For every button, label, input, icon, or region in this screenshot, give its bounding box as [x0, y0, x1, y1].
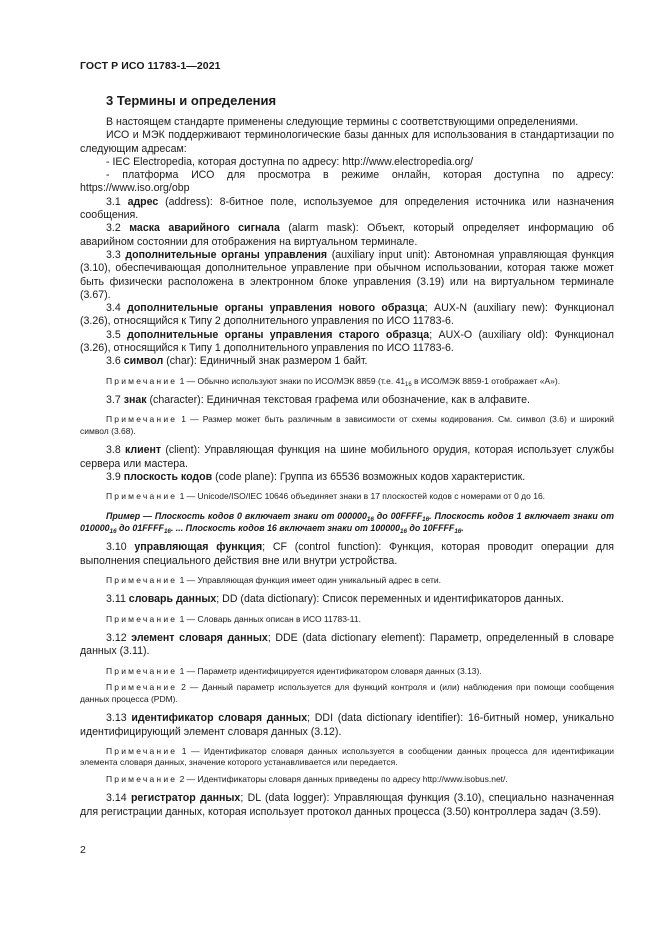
term-name: элемент словаря данных: [131, 632, 268, 645]
term-3-1: 3.1 адрес (address): 8-битное поле, используемое для определения источника или назначения сообщения.: [80, 195, 614, 222]
document-header: ГОСТ Р ИСО 11783-1—2021: [80, 60, 221, 72]
term-3-6: 3.6 символ (char): Единичный знак размером 1 байт.: [106, 355, 368, 368]
note-3-12-2: Примечание 2 — Данный параметр используется для функций контроля и (или) наблюдения при помощи сообщения данных процесса (PDM).: [80, 682, 614, 704]
term-name: управляющая функция: [134, 541, 263, 554]
term-3-4: 3.4 дополнительные органы управления нового образца; AUX-N (auxiliary new): Функционал (3.26), относящийся к Типу 2 дополнительного управления по ИСО 11783-6.: [80, 302, 614, 328]
note-label: Примечание: [106, 574, 178, 585]
intro-bullet: - платформа ИСО для просмотра в режиме онлайн, которая доступна по адресу: https://www.iso.org/obp: [80, 169, 614, 195]
term-name: идентификатор словаря данных: [131, 712, 308, 725]
term-3-13: 3.13 идентификатор словаря данных; DDI (data dictionary identifier): 16-битный номер, уникально идентифицирующий элемент словаря данных (3.12).: [80, 712, 614, 738]
note-3-13-2: Примечание 2 — Идентификаторы словаря данных приведены по адресу http://www.isobus.net/.: [106, 773, 508, 784]
term-3-10: 3.10 управляющая функция; CF (control function): Функция, которая проводит операции для выполнения специального действия вне или внутри устройства.: [80, 541, 614, 567]
term-name: адрес: [127, 195, 159, 208]
term-3-2: 3.2 маска аварийного сигнала (alarm mask): Объект, который определяет информацию об аварийном состоянии для отображения на виртуальном терминале.: [80, 222, 614, 248]
section-title: 3 Термины и определения: [106, 93, 277, 108]
note-label: Примечание: [106, 682, 178, 693]
term-name: символ: [123, 355, 164, 368]
note-3-9: Примечание 1 — Unicode/ISO/IEC 10646 объединяет знаки в 17 плоскостей кодов с номерами от 0 до 16.: [106, 491, 546, 502]
term-3-11: 3.11 словарь данных; DD (data dictionary): Список переменных и идентификаторов данных.: [106, 593, 564, 606]
note-3-12-1: Примечание 1 — Параметр идентифицируется идентификатором словаря данных (3.13).: [106, 665, 482, 676]
intro-paragraph: В настоящем стандарте применены следующие термины с соответствующими определениями.: [106, 116, 579, 128]
note-label: Примечание: [106, 375, 178, 386]
note-label: Примечание: [106, 745, 178, 756]
note-3-10: Примечание 1 — Управляющая функция имеет один уникальный адрес в сети.: [106, 574, 441, 585]
term-name: знак: [123, 394, 147, 407]
term-name: регистратор данных: [130, 792, 241, 805]
term-3-12: 3.12 элемент словаря данных; DDE (data dictionary element): Параметр, определенный в словаре данных (3.11).: [80, 632, 614, 658]
note-3-13-1: Примечание 1 — Идентификатор словаря данных используется в сообщении данных процесса для идентификации элемента словаря данных, значение которого устанавливается или передается.: [80, 745, 614, 768]
term-3-3: 3.3 дополнительные органы управления (auxiliary input unit): Автономная управляющая функция (3.10), обеспечивающая дополнительное управление при обычном использовании, которая также может быть физически расположена в электронном блоке управления (3.19) или на виртуальном терминале (3.67).: [80, 248, 615, 301]
term-name: дополнительные органы управления старого образца: [127, 328, 430, 341]
term-name: плоскость кодов: [123, 471, 213, 484]
intro-paragraph: ИСО и МЭК поддерживают терминологические базы данных для использования в стандартизации по следующим адресам:: [80, 129, 614, 155]
term-3-9: 3.9 плоскость кодов (code plane): Группа из 65536 возможных кодов характеристик.: [106, 471, 526, 484]
term-name: словарь данных: [128, 593, 217, 606]
note-label: Примечание: [106, 414, 178, 425]
note-3-6: Примечание 1 — Обычно используют знаки по ИСО/МЭК 8859 (т.е. $41_{16}$ в ИСО/МЭК 8859-1 отображает «А»).: [106, 375, 561, 388]
term-3-14: 3.14 регистратор данных; DL (data logger): Управляющая функция (3.10), специально назначенная для регистрации данных, которая использует протокол данных процесса (3.50) контроллера задач (3.59).: [80, 792, 614, 818]
term-name: маска аварийного сигнала: [129, 222, 280, 235]
note-label: Примечание: [106, 491, 178, 502]
intro-bullet: - IEC Electropedia, которая доступна по адресу: http://www.electropedia.org/: [106, 155, 474, 168]
note-label: Примечание: [106, 665, 178, 676]
note-3-11: Примечание 1 — Словарь данных описан в ИСО 11783-11.: [106, 613, 361, 624]
example-3-9: Пример — Плоскость кодов 0 включает знаки от $000000_{16}$ до $00FFFF_{16}$. Плоскость кодов 1 включает знаки от $010000_{16}$ до $01FFFF_{16}$. ... Плоскость кодов 16 включает знаки от $100000_{16}$ до $10FFFF_{16}$.: [80, 510, 614, 536]
term-name: дополнительные органы управления: [125, 248, 328, 261]
term-name: дополнительные органы управления нового образца: [127, 302, 425, 315]
term-3-5: 3.5 дополнительные органы управления старого образца; AUX-O (auxiliary old): Функционал (3.26), относящийся к Типу 1 дополнительного управления по ИСО 11783-6.: [80, 328, 614, 355]
term-name: клиент: [124, 444, 162, 457]
term-3-8: 3.8 клиент (client): Управляющая функция на шине мобильного орудия, которая использует службы сервера или мастера.: [80, 444, 614, 470]
document-body: [80, 116, 614, 819]
term-3-7: 3.7 знак (character): Единичная текстовая графема или обозначение, как в алфавите.: [106, 394, 530, 407]
note-3-7: Примечание 1 — Размер может быть различным в зависимости от схемы кодирования. См. символ (3.6) и широкий символ (3.68).: [80, 414, 614, 436]
page-number: 2: [80, 844, 86, 856]
note-label: Примечание: [106, 773, 178, 784]
note-label: Примечание: [106, 613, 178, 624]
